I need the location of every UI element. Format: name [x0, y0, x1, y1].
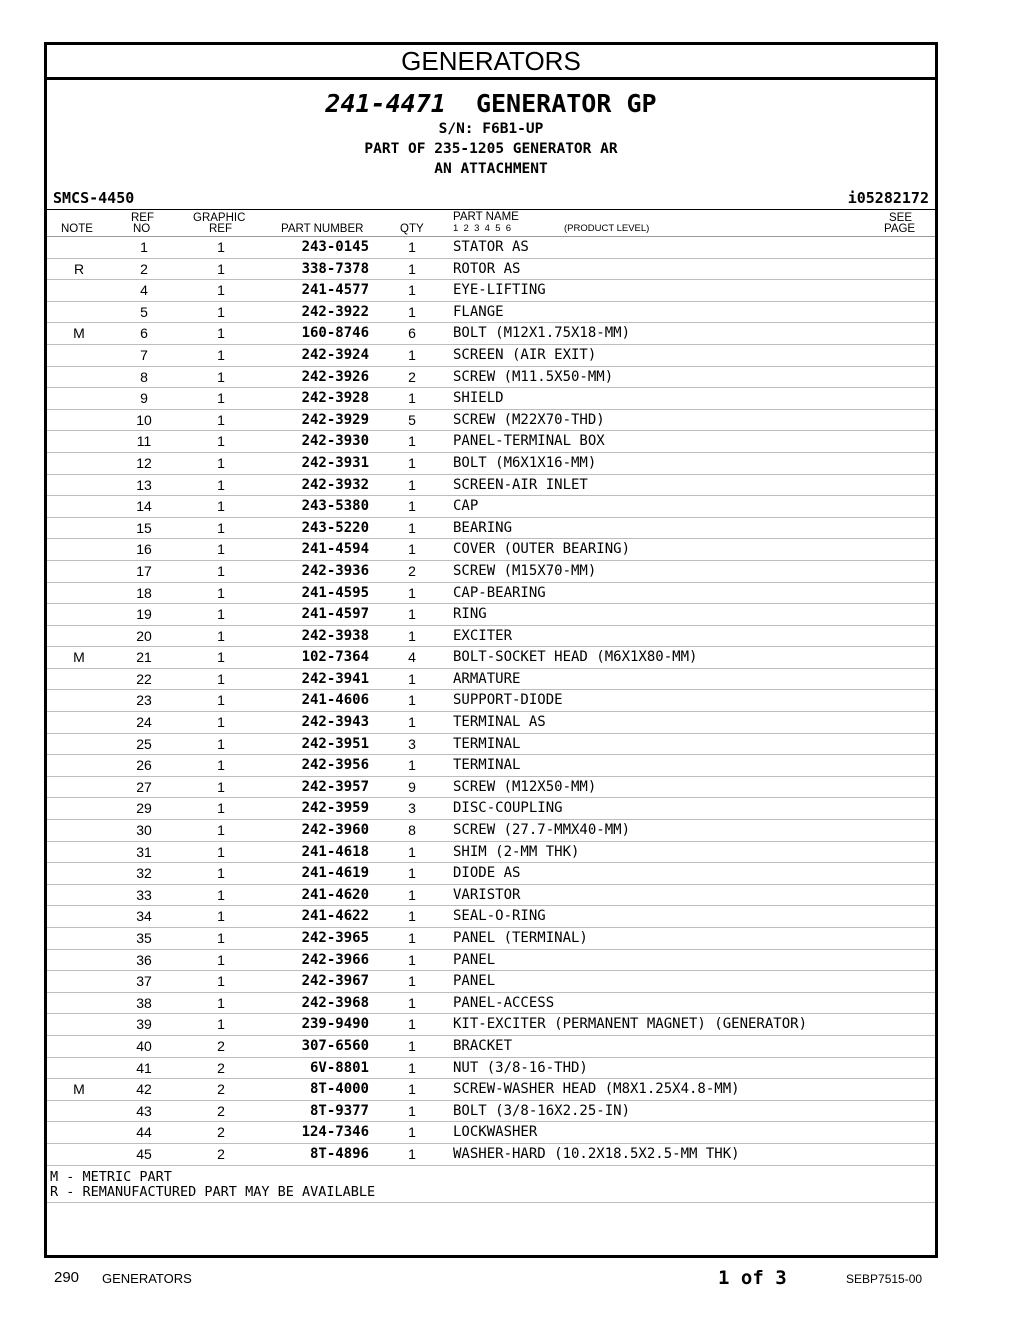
ref-no-cell: 9 — [140, 390, 148, 407]
table-row — [47, 453, 935, 475]
graphic-ref-cell: 1 — [217, 541, 225, 558]
footer-page-number: 290 — [54, 1269, 80, 1286]
footer-section: GENERATORS — [102, 1271, 192, 1286]
part-name-cell: RING — [453, 606, 487, 623]
table-header — [47, 210, 935, 237]
header-graphic-top: GRAPHIC — [193, 212, 246, 224]
part-number-cell: 242-3928 — [301, 390, 369, 407]
table-row — [47, 1058, 935, 1080]
table-row — [47, 604, 935, 626]
qty-cell: 1 — [408, 606, 416, 623]
ref-no-cell: 27 — [136, 778, 152, 795]
qty-cell: 1 — [408, 519, 416, 536]
smcs-code: SMCS-4450 — [53, 189, 135, 207]
ref-no-cell: 34 — [136, 908, 152, 925]
table-row — [47, 669, 935, 691]
part-number-cell: 242-3930 — [301, 433, 369, 450]
part-number-cell: 242-3924 — [301, 346, 369, 363]
page-footer — [0, 1266, 1020, 1290]
part-name-cell: BEARING — [453, 519, 513, 536]
note-cell: M — [73, 325, 85, 342]
graphic-ref-cell: 1 — [217, 584, 225, 601]
part-number-cell: 102-7364 — [301, 649, 369, 666]
part-name-cell: LOCKWASHER — [453, 1124, 538, 1141]
graphic-ref-cell: 2 — [217, 1037, 225, 1054]
ref-no-cell: 1 — [140, 239, 148, 255]
part-number-cell: 338-7378 — [301, 260, 369, 277]
qty-cell: 1 — [408, 1059, 416, 1076]
part-name-cell: BRACKET — [453, 1037, 513, 1054]
part-name-cell: FLANGE — [453, 303, 504, 320]
table-row — [47, 388, 935, 410]
table-row — [47, 928, 935, 950]
ref-no-cell: 16 — [136, 541, 152, 558]
qty-cell: 1 — [408, 1124, 416, 1141]
part-name-cell: DISC-COUPLING — [453, 800, 563, 817]
table-row — [47, 539, 935, 561]
part-number-cell: 241-4622 — [301, 908, 369, 925]
part-name-cell: SCREW (M12X50-MM) — [453, 778, 597, 795]
ref-no-cell: 39 — [136, 1016, 152, 1033]
header-product-level: (PRODUCT LEVEL) — [564, 223, 650, 234]
graphic-ref-cell: 1 — [217, 368, 225, 385]
footer-doc-number: SEBP7515-00 — [846, 1272, 923, 1286]
ref-no-cell: 26 — [136, 757, 152, 774]
qty-cell: 1 — [408, 346, 416, 363]
graphic-ref-cell: 1 — [217, 930, 225, 946]
table-row — [47, 626, 935, 648]
ref-no-cell: 40 — [136, 1037, 152, 1054]
qty-cell: 1 — [408, 714, 416, 731]
table-row — [47, 755, 935, 777]
table-row — [47, 410, 935, 432]
graphic-ref-cell: 1 — [217, 800, 225, 817]
qty-cell: 1 — [408, 1081, 416, 1098]
part-name-cell: PANEL-TERMINAL BOX — [453, 433, 605, 450]
ref-no-cell: 32 — [136, 865, 152, 882]
graphic-ref-cell: 1 — [217, 346, 225, 363]
part-name-cell: SCREEN (AIR EXIT) — [453, 346, 597, 363]
ref-no-cell: 37 — [136, 973, 152, 990]
note-cell: M — [73, 649, 85, 666]
graphic-ref-cell: 1 — [217, 1016, 225, 1033]
part-name-cell: CAP-BEARING — [453, 584, 546, 601]
table-row — [47, 496, 935, 518]
qty-cell: 1 — [408, 433, 416, 450]
part-number-cell: 124-7346 — [301, 1124, 369, 1141]
ref-no-cell: 24 — [136, 714, 152, 731]
table-row — [47, 431, 935, 453]
table-row — [47, 863, 935, 885]
ref-no-cell: 45 — [136, 1145, 152, 1162]
graphic-ref-cell: 1 — [217, 519, 225, 536]
part-name-cell: EYE-LIFTING — [453, 282, 546, 299]
qty-cell: 1 — [408, 498, 416, 515]
qty-cell: 1 — [408, 627, 416, 644]
ref-no-cell: 33 — [136, 886, 152, 903]
part-number-cell: 8T-4000 — [309, 1081, 369, 1098]
qty-cell: 1 — [408, 541, 416, 558]
serial-number: S/N: F6B1-UP — [438, 121, 544, 137]
graphic-ref-cell: 1 — [217, 778, 225, 795]
qty-cell: 1 — [408, 994, 416, 1011]
table-row — [47, 734, 935, 756]
graphic-ref-cell: 2 — [217, 1059, 225, 1076]
graphic-ref-cell: 1 — [217, 735, 225, 752]
part-number-cell: 307-6560 — [301, 1037, 369, 1054]
table-row — [47, 950, 935, 972]
group-part-number: 241-4471 — [325, 89, 446, 118]
table-row — [47, 1101, 935, 1123]
part-name-cell: KIT-EXCITER (PERMANENT MAGNET) (GENERATOR) — [453, 1016, 808, 1033]
qty-cell: 4 — [408, 649, 416, 666]
graphic-ref-cell: 1 — [217, 411, 225, 428]
part-number-cell: 243-0145 — [301, 239, 369, 255]
part-number-cell: 242-3966 — [301, 951, 369, 968]
part-number-cell: 242-3965 — [301, 930, 369, 946]
part-name-cell: TERMINAL — [453, 735, 521, 752]
qty-cell: 1 — [408, 757, 416, 774]
part-of-line: PART OF 235-1205 GENERATOR AR — [364, 141, 618, 157]
graphic-ref-cell: 1 — [217, 627, 225, 644]
qty-cell: 6 — [408, 325, 416, 342]
part-number-cell: 8T-4896 — [309, 1145, 369, 1162]
part-name-cell: SHIELD — [453, 390, 504, 407]
part-number-cell: 242-3959 — [301, 800, 369, 817]
part-name-cell: EXCITER — [453, 627, 513, 644]
part-name-cell: SCREW (M22X70-THD) — [453, 411, 605, 428]
table-row — [47, 1036, 935, 1058]
graphic-ref-cell: 1 — [217, 282, 225, 299]
graphic-ref-cell: 1 — [217, 498, 225, 515]
part-name-cell: PANEL — [453, 973, 496, 990]
graphic-ref-cell: 1 — [217, 994, 225, 1011]
header-levels: 1 2 3 4 5 6 — [453, 223, 512, 234]
part-number-cell: 242-3941 — [301, 670, 369, 687]
part-name-cell: NUT (3/8-16-THD) — [453, 1059, 588, 1076]
table-row — [47, 302, 935, 324]
part-name-cell: WASHER-HARD (10.2X18.5X2.5-MM THK) — [453, 1145, 740, 1162]
section-title: GENERATORS — [47, 45, 935, 80]
ref-no-cell: 35 — [136, 930, 152, 946]
part-number-cell: 242-3956 — [301, 757, 369, 774]
qty-cell: 2 — [408, 368, 416, 385]
part-name-cell: ROTOR AS — [453, 260, 521, 277]
ref-no-cell: 20 — [136, 627, 152, 644]
part-name-cell: BOLT (M6X1X16-MM) — [453, 454, 597, 471]
qty-cell: 1 — [408, 886, 416, 903]
document-id: i05282172 — [847, 189, 929, 207]
header-qty: QTY — [400, 223, 424, 235]
part-number-cell: 242-3929 — [301, 411, 369, 428]
qty-cell: 9 — [408, 778, 416, 795]
qty-cell: 2 — [408, 562, 416, 579]
part-number-cell: 239-9490 — [301, 1016, 369, 1033]
group-name: GENERATOR GP — [475, 89, 657, 118]
table-row — [47, 798, 935, 820]
header-see-top: SEE — [889, 212, 913, 224]
qty-cell: 1 — [408, 390, 416, 407]
part-name-cell: SEAL-O-RING — [453, 908, 546, 925]
table-row — [47, 777, 935, 799]
qty-cell: 1 — [408, 670, 416, 687]
table-row — [47, 280, 935, 302]
part-number-cell: 242-3968 — [301, 994, 369, 1011]
ref-no-cell: 21 — [136, 649, 152, 666]
graphic-ref-cell: 1 — [217, 239, 225, 255]
part-number-cell: 241-4620 — [301, 886, 369, 903]
qty-cell: 1 — [408, 692, 416, 709]
ref-no-cell: 44 — [136, 1124, 152, 1141]
header-ref-bottom: NO — [133, 223, 151, 235]
table-row — [47, 971, 935, 993]
part-name-cell: SHIM (2-MM THK) — [453, 843, 580, 860]
part-name-cell: BOLT (3/8-16X2.25-IN) — [453, 1102, 631, 1119]
ref-no-cell: 17 — [136, 562, 152, 579]
table-row — [47, 1122, 935, 1144]
part-number-cell: 6V-8801 — [309, 1059, 369, 1076]
qty-cell: 3 — [408, 800, 416, 817]
part-number-cell: 8T-9377 — [309, 1102, 369, 1119]
ref-no-cell: 25 — [136, 735, 152, 752]
part-name-cell: VARISTOR — [453, 886, 521, 903]
qty-cell: 1 — [408, 584, 416, 601]
ref-no-cell: 13 — [136, 476, 152, 493]
header-ref-top: REF — [131, 212, 154, 224]
qty-cell: 1 — [408, 843, 416, 860]
table-row — [47, 518, 935, 540]
ref-no-cell: 30 — [136, 822, 152, 839]
part-name-cell: CAP — [453, 498, 479, 515]
table-row — [47, 1144, 935, 1166]
part-name-cell: PANEL — [453, 951, 496, 968]
part-number-cell: 242-3957 — [301, 778, 369, 795]
header-part-number: PART NUMBER — [281, 223, 364, 235]
table-row — [47, 885, 935, 907]
ref-no-cell: 5 — [140, 303, 148, 320]
graphic-ref-cell: 1 — [217, 973, 225, 990]
table-row — [47, 367, 935, 389]
table-row — [47, 906, 935, 928]
ref-no-cell: 8 — [140, 368, 148, 385]
ref-no-cell: 22 — [136, 670, 152, 687]
graphic-ref-cell: 1 — [217, 951, 225, 968]
part-name-cell: SCREEN-AIR INLET — [453, 476, 588, 493]
part-name-cell: BOLT (M12X1.75X18-MM) — [453, 325, 631, 342]
table-row — [47, 647, 935, 669]
ref-no-cell: 15 — [136, 519, 152, 536]
graphic-ref-cell: 1 — [217, 649, 225, 666]
part-name-cell: SUPPORT-DIODE — [453, 692, 563, 709]
part-name-cell: TERMINAL — [453, 757, 521, 774]
parts-page-frame — [44, 42, 938, 1258]
note-reman: R - REMANUFACTURED PART MAY BE AVAILABLE — [50, 1183, 376, 1200]
table-row — [47, 1014, 935, 1036]
ref-no-cell: 11 — [136, 433, 152, 450]
part-name-cell: PANEL-ACCESS — [453, 994, 555, 1011]
part-number-cell: 241-4618 — [301, 843, 369, 860]
graphic-ref-cell: 1 — [217, 325, 225, 342]
part-name-cell: COVER (OUTER BEARING) — [453, 541, 631, 558]
qty-cell: 1 — [408, 282, 416, 299]
qty-cell: 1 — [408, 239, 416, 255]
graphic-ref-cell: 1 — [217, 454, 225, 471]
part-name-cell: SCREW (M11.5X50-MM) — [453, 368, 614, 385]
graphic-ref-cell: 1 — [217, 843, 225, 860]
part-number-cell: 241-4606 — [301, 692, 369, 709]
ref-no-cell: 31 — [136, 843, 152, 860]
graphic-ref-cell: 2 — [217, 1124, 225, 1141]
note-cell: R — [73, 260, 85, 277]
part-number-cell: 242-3926 — [301, 368, 369, 385]
graphic-ref-cell: 1 — [217, 303, 225, 320]
graphic-ref-cell: 1 — [217, 562, 225, 579]
ref-no-cell: 23 — [136, 692, 152, 709]
qty-cell: 1 — [408, 908, 416, 925]
table-row — [47, 561, 935, 583]
qty-cell: 1 — [408, 1102, 416, 1119]
table-row — [47, 1079, 935, 1101]
ref-no-cell: 18 — [136, 584, 152, 601]
part-number-cell: 242-3931 — [301, 454, 369, 471]
ref-no-cell: 41 — [136, 1059, 152, 1076]
ref-no-cell: 12 — [136, 454, 152, 471]
parts-table-body — [47, 237, 935, 1166]
ref-no-cell: 42 — [136, 1081, 152, 1098]
part-name-cell: SCREW (M15X70-MM) — [453, 562, 597, 579]
note-cell: M — [73, 1081, 85, 1098]
table-row — [47, 237, 935, 259]
attachment-line: AN ATTACHMENT — [434, 161, 548, 177]
graphic-ref-cell: 1 — [217, 757, 225, 774]
qty-cell: 8 — [408, 822, 416, 839]
qty-cell: 1 — [408, 865, 416, 882]
table-row — [47, 712, 935, 734]
part-number-cell: 241-4619 — [301, 865, 369, 882]
table-row — [47, 820, 935, 842]
part-name-cell: BOLT-SOCKET HEAD (M6X1X80-MM) — [453, 649, 698, 666]
ref-no-cell: 7 — [140, 346, 148, 363]
part-number-cell: 242-3967 — [301, 973, 369, 990]
graphic-ref-cell: 1 — [217, 822, 225, 839]
part-number-cell: 243-5220 — [301, 519, 369, 536]
ref-no-cell: 14 — [136, 498, 152, 515]
ref-no-cell: 19 — [136, 606, 152, 623]
qty-cell: 1 — [408, 1016, 416, 1033]
ref-no-cell: 36 — [136, 951, 152, 968]
qty-cell: 1 — [408, 303, 416, 320]
table-row — [47, 475, 935, 497]
part-number-cell: 242-3951 — [301, 735, 369, 752]
note-metric: M - METRIC PART — [50, 1168, 172, 1185]
part-number-cell: 241-4577 — [301, 282, 369, 299]
ref-no-cell: 29 — [136, 800, 152, 817]
ref-no-cell: 10 — [136, 411, 152, 428]
qty-cell: 1 — [408, 1037, 416, 1054]
smcs-row — [47, 187, 935, 210]
part-name-cell: TERMINAL AS — [453, 714, 546, 731]
table-row — [47, 259, 935, 281]
graphic-ref-cell: 1 — [217, 433, 225, 450]
graphic-ref-cell: 1 — [217, 670, 225, 687]
qty-cell: 1 — [408, 951, 416, 968]
qty-cell: 1 — [408, 973, 416, 990]
graphic-ref-cell: 2 — [217, 1102, 225, 1119]
part-number-cell: 241-4597 — [301, 606, 369, 623]
graphic-ref-cell: 1 — [217, 908, 225, 925]
part-number-cell: 243-5380 — [301, 498, 369, 515]
part-number-cell: 242-3936 — [301, 562, 369, 579]
header-see-bottom: PAGE — [884, 223, 916, 235]
ref-no-cell: 2 — [140, 260, 148, 277]
qty-cell: 1 — [408, 930, 416, 946]
graphic-ref-cell: 2 — [217, 1145, 225, 1162]
part-name-cell: STATOR AS — [453, 239, 529, 255]
ref-no-cell: 43 — [136, 1102, 152, 1119]
qty-cell: 1 — [408, 1145, 416, 1162]
table-row — [47, 993, 935, 1015]
graphic-ref-cell: 1 — [217, 476, 225, 493]
graphic-ref-cell: 1 — [217, 390, 225, 407]
graphic-ref-cell: 1 — [217, 260, 225, 277]
part-number-cell: 242-3943 — [301, 714, 369, 731]
part-name-cell: DIODE AS — [453, 865, 521, 882]
header-note: NOTE — [61, 223, 93, 235]
part-name-cell: SCREW (27.7-MMX40-MM) — [453, 822, 631, 839]
table-row — [47, 345, 935, 367]
part-name-cell: ARMATURE — [453, 670, 521, 687]
part-number-cell: 242-3932 — [301, 476, 369, 493]
graphic-ref-cell: 1 — [217, 692, 225, 709]
table-row — [47, 323, 935, 345]
header-part-name: PART NAME — [453, 211, 519, 223]
group-title — [47, 89, 935, 119]
part-name-cell: PANEL (TERMINAL) — [453, 930, 588, 946]
part-name-cell: SCREW-WASHER HEAD (M8X1.25X4.8-MM) — [453, 1081, 740, 1098]
graphic-ref-cell: 1 — [217, 886, 225, 903]
notes-legend — [47, 1166, 935, 1203]
qty-cell: 1 — [408, 260, 416, 277]
ref-no-cell: 38 — [136, 994, 152, 1011]
part-number-cell: 160-8746 — [301, 325, 369, 342]
part-number-cell: 241-4595 — [301, 584, 369, 601]
graphic-ref-cell: 1 — [217, 606, 225, 623]
footer-page-of: 1 of 3 — [718, 1267, 787, 1289]
table-row — [47, 690, 935, 712]
group-header — [47, 89, 935, 179]
table-row — [47, 842, 935, 864]
part-number-cell: 242-3960 — [301, 822, 369, 839]
part-number-cell: 241-4594 — [301, 541, 369, 558]
qty-cell: 3 — [408, 735, 416, 752]
qty-cell: 5 — [408, 411, 416, 428]
part-number-cell: 242-3938 — [301, 627, 369, 644]
graphic-ref-cell: 2 — [217, 1081, 225, 1098]
graphic-ref-cell: 1 — [217, 865, 225, 882]
qty-cell: 1 — [408, 476, 416, 493]
ref-no-cell: 6 — [140, 325, 148, 342]
part-number-cell: 242-3922 — [301, 303, 369, 320]
ref-no-cell: 4 — [140, 282, 148, 299]
header-graphic-bottom: REF — [209, 223, 232, 235]
qty-cell: 1 — [408, 454, 416, 471]
graphic-ref-cell: 1 — [217, 714, 225, 731]
table-row — [47, 583, 935, 605]
